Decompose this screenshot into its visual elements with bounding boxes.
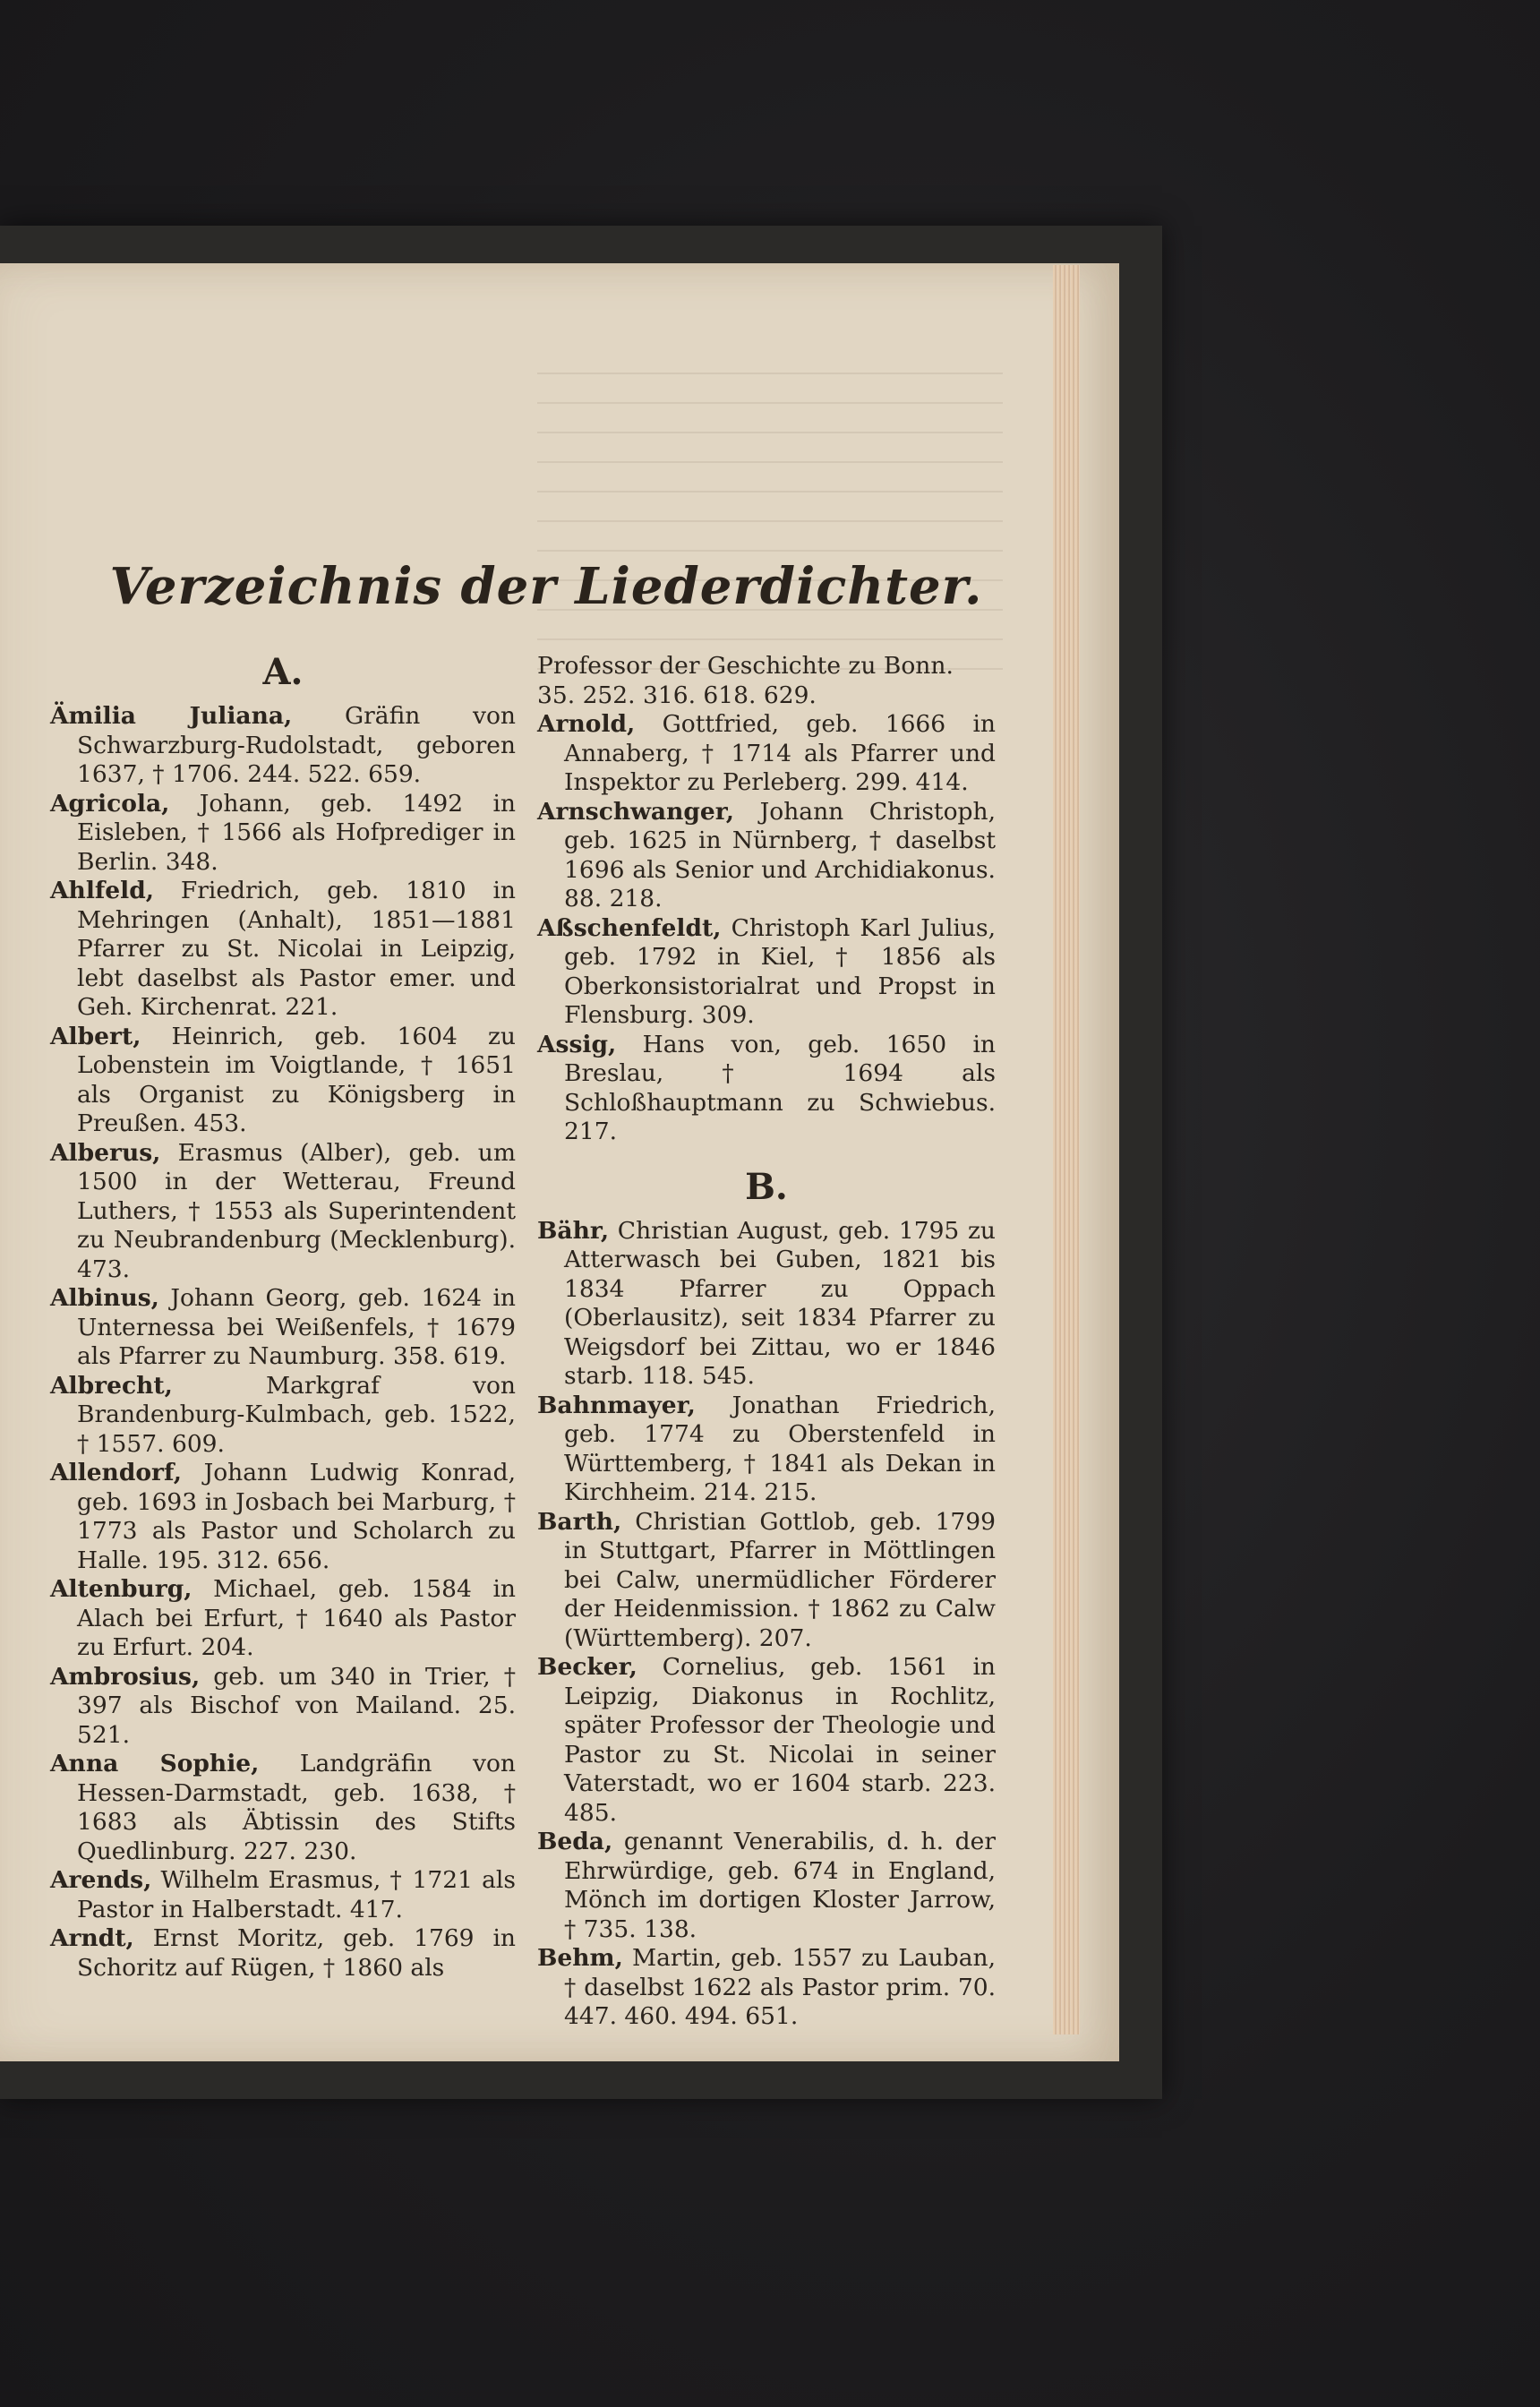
register-entry bbox=[50, 877, 516, 1023]
register-entry bbox=[50, 1575, 516, 1663]
entry-text: Martin, geb. 1557 zu Lauban, † daselbst 1622 als Pastor prim. 70. 447. 460. 494. 651. bbox=[564, 1944, 996, 2030]
entry-name: Bähr, bbox=[537, 1216, 610, 1245]
register-entry bbox=[50, 1750, 516, 1866]
entry-name: Barth, bbox=[537, 1507, 622, 1536]
section-letter-a: A. bbox=[262, 651, 304, 693]
register-entry bbox=[537, 1217, 996, 1392]
entry-text: Erasmus (Alber), geb. um 1500 in der Wetterau, Freund Luthers, † 1553 als Superintendent zu Neubrandenburg (Mecklenburg). 473. bbox=[77, 1138, 516, 1283]
entry-text: Heinrich, geb. 1604 zu Lobenstein im Voigtlande, † 1651 als Organist zu Königsberg in Preußen. 453. bbox=[77, 1022, 516, 1137]
entry-name: Albrecht, bbox=[50, 1371, 173, 1400]
register-entry bbox=[50, 1284, 516, 1372]
section-letter-b: B. bbox=[745, 1165, 788, 1208]
entry-name: Allendorf, bbox=[50, 1459, 183, 1486]
right-column bbox=[537, 652, 996, 2032]
entry-name: Becker, bbox=[537, 1653, 637, 1681]
entry-text: Johann Christoph, geb. 1625 in Nürnberg, † daselbst 1696 als Senior und Archidiakonus. 88. 218. bbox=[564, 797, 996, 912]
register-entry bbox=[50, 1023, 516, 1139]
entry-name: Albert, bbox=[50, 1022, 141, 1050]
entry-text: Christian August, geb. 1795 zu Atterwasch bei Guben, 1821 bis 1834 Pfarrer zu Oppach (Oberlausitz), seit 1834 Pfarrer zu Weigsdorf bei Zittau, wo er 1846 starb. 118. 545. bbox=[564, 1216, 996, 1390]
entry-name: Aßschenfeldt, bbox=[537, 913, 722, 942]
entry-text: geb. um 340 in Trier, † 397 als Bischof von Mailand. 25. 521. bbox=[77, 1662, 516, 1749]
register-entry bbox=[537, 710, 996, 798]
register-entry bbox=[537, 1031, 996, 1147]
entry-name: Anna Sophie, bbox=[50, 1750, 260, 1777]
entry-name: Agricola, bbox=[50, 789, 170, 818]
page-edges bbox=[1053, 265, 1080, 2034]
register-entry bbox=[50, 1924, 516, 1983]
register-entry bbox=[537, 1828, 996, 1944]
entry-text: Jonathan Friedrich, geb. 1774 zu Oberstenfeld in Württemberg, † 1841 als Dekan in Kirchheim. 214. 215. bbox=[564, 1391, 996, 1506]
entry-text: Wilhelm Erasmus, † 1721 als Pastor in Halberstadt. 417. bbox=[77, 1866, 516, 1923]
entry-name: Beda, bbox=[537, 1828, 613, 1855]
show-through-text bbox=[537, 365, 1003, 670]
register-entry bbox=[537, 1944, 996, 2032]
entry-text: Christian Gottlob, geb. 1799 in Stuttgart, Pfarrer in Möttlingen bei Calw, unermüdlicher Förderer der Heidenmission. † 1862 zu Calw (Württemberg). 207. bbox=[564, 1507, 996, 1652]
entry-name: Ämilia Juliana, bbox=[50, 702, 293, 730]
entry-text: Ernst Moritz, geb. 1769 in Schoritz auf Rügen, † 1860 als bbox=[77, 1924, 516, 1982]
entry-text: Michael, geb. 1584 in Alach bei Erfurt, † 1640 als Pastor zu Erfurt. 204. bbox=[77, 1575, 516, 1661]
entry-text: Markgraf von Brandenburg-Kulmbach, geb. 1522, † 1557. 609. bbox=[77, 1371, 516, 1458]
entry-name: Bahnmayer, bbox=[537, 1391, 696, 1419]
entry-text: Christoph Karl Julius, geb. 1792 in Kiel, † 1856 als Oberkonsistorialrat und Propst in Flensburg. 309. bbox=[564, 913, 996, 1029]
entry-text: Friedrich, geb. 1810 in Mehringen (Anhalt), 1851—1881 Pfarrer zu St. Nicolai in Leipzig, lebt daselbst als Pastor emer. und Geh. Kirchenrat. 221. bbox=[77, 877, 516, 1021]
entry-text: Cornelius, geb. 1561 in Leipzig, Diakonus in Rochlitz, später Professor der Theologie und Pastor zu St. Nicolai in seiner Vaterstadt, wo er 1604 starb. 223. 485. bbox=[564, 1653, 996, 1827]
entry-name: Altenburg, bbox=[50, 1575, 192, 1603]
register-entry bbox=[537, 1392, 996, 1508]
entry-name: Ahlfeld, bbox=[50, 877, 154, 904]
register-entry bbox=[50, 702, 516, 790]
entry-text: Johann, geb. 1492 in Eisleben, † 1566 als Hofprediger in Berlin. 348. bbox=[77, 789, 516, 876]
entry-text: Gräfin von Schwarzburg-Rudolstadt, geboren 1637, † 1706. 244. 522. 659. bbox=[77, 702, 516, 788]
left-entry-list bbox=[50, 702, 516, 1983]
register-entry bbox=[50, 1663, 516, 1751]
entry-text: Johann Ludwig Konrad, geb. 1693 in Josbach bei Marburg, † 1773 als Pastor und Scholarch zu Halle. 195. 312. 656. bbox=[77, 1459, 516, 1574]
entry-name: Arnold, bbox=[537, 710, 636, 738]
entry-name: Assig, bbox=[537, 1030, 617, 1058]
entry-name: Arends, bbox=[50, 1866, 152, 1894]
entry-text: Hans von, geb. 1650 in Breslau, † 1694 als Schloßhauptmann zu Schwiebus. 217. bbox=[564, 1030, 996, 1145]
right-entry-list-b bbox=[537, 1217, 996, 2032]
register-entry bbox=[50, 1459, 516, 1575]
entry-name: Albinus, bbox=[50, 1284, 159, 1312]
entry-text: genannt Venerabilis, d. h. der Ehrwürdige, geb. 674 in England, Mönch im dortigen Kloster Jarrow, † 735. 138. bbox=[564, 1828, 996, 1943]
left-column bbox=[50, 652, 516, 1983]
entry-name: Ambrosius, bbox=[50, 1662, 201, 1691]
register-entry bbox=[537, 914, 996, 1031]
right-entry-list-a bbox=[537, 710, 996, 1147]
entry-name: Behm, bbox=[537, 1944, 623, 1972]
register-entry bbox=[50, 790, 516, 878]
register-entry bbox=[50, 1372, 516, 1460]
entry-name: Alberus, bbox=[50, 1138, 161, 1167]
entry-text: Johann Georg, geb. 1624 in Unternessa bei Weißenfels, † 1679 als Pfarrer zu Naumburg. 358. 619. bbox=[77, 1284, 516, 1370]
entry-text: Gottfried, geb. 1666 in Annaberg, † 1714 als Pfarrer und Inspektor zu Perleberg. 299. 414. bbox=[564, 710, 996, 796]
register-entry bbox=[50, 1139, 516, 1285]
entry-text: Landgräfin von Hessen-Darmstadt, geb. 1638, † 1683 als Äbtissin des Stifts Quedlinburg. 227. 230. bbox=[77, 1750, 516, 1865]
register-entry bbox=[537, 1508, 996, 1654]
continuation-text: Professor der Geschichte zu Bonn. 35. 252. 316. 618. 629. bbox=[537, 652, 954, 709]
entry-name: Arnschwanger, bbox=[537, 797, 735, 826]
entry-name: Arndt, bbox=[50, 1924, 134, 1952]
page-heading: Verzeichnis der Liederdichter. bbox=[109, 557, 983, 616]
register-entry bbox=[537, 1653, 996, 1828]
register-entry bbox=[50, 1866, 516, 1924]
register-entry bbox=[537, 798, 996, 914]
